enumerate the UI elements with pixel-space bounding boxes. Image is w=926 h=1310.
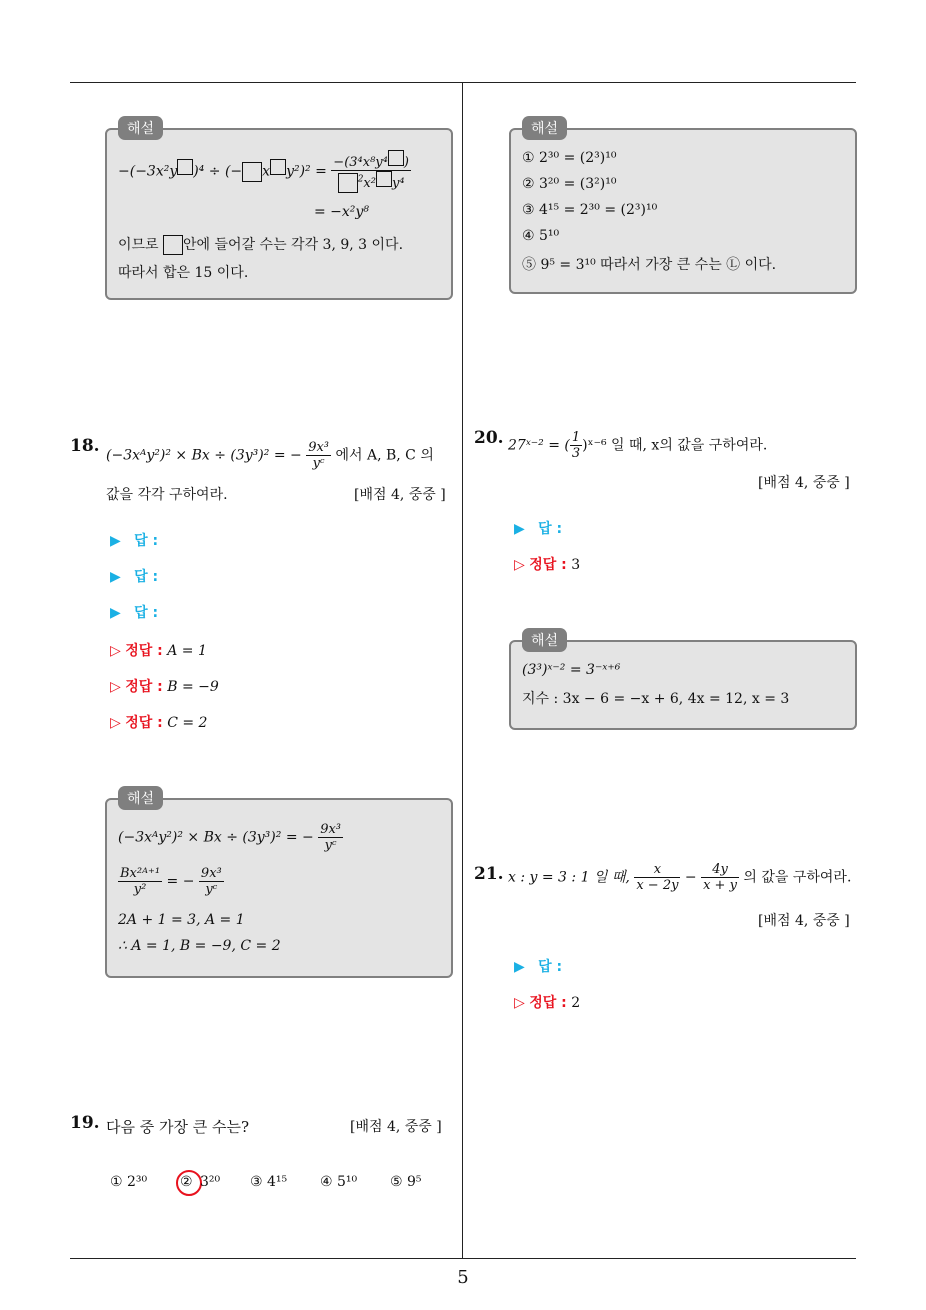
q19-points: [배점 4, 중중 ] xyxy=(350,1119,442,1135)
q19-choice-5[interactable]: ⑤ 9⁵ xyxy=(390,1174,422,1190)
q20-stem: 27ˣ⁻² = ( $\frac{1}{3}$ )ˣ⁻⁶ 일 때, x의 값을 구하여라. xyxy=(508,430,768,461)
q21-points: [배점 4, 중중 ] xyxy=(758,913,850,929)
q20-number: 20. xyxy=(474,428,504,448)
q17-expl-line1: −(−3x²y )⁴ ÷ (− x y²)² = $\frac{\text{−(3⁴x⁸y⁴ )}}{^2x^2 y^4}$ xyxy=(118,150,411,193)
q21-answer[interactable]: ▶ 답 : xyxy=(514,959,563,975)
q20-points: [배점 4, 중중 ] xyxy=(758,475,850,491)
q18-expl-line2: $\frac{\text{Bx²ᴬ⁺¹}}{\text{y²}}$ = − $\frac{\text{9x³}}{\text{yᶜ}}$ xyxy=(120,866,222,897)
q20-expl-line1: (3³)ˣ⁻² = 3⁻ˣ⁺⁶ xyxy=(522,662,621,678)
q18-stem: (−3xᴬy²)² × Bx ÷ (3y³)² = − $\frac{\text{9x³}}{\text{yᶜ}}$ 에서 A, B, C 의 xyxy=(106,440,434,471)
q17-expl-line3: 이므로 안에 들어갈 수는 각각 3, 9, 3 이다. xyxy=(118,237,404,253)
q19-choice-3[interactable]: ③ 4¹⁵ xyxy=(250,1174,288,1190)
bottom-rule xyxy=(70,1258,856,1259)
q19-choice-2-marker[interactable]: ② xyxy=(180,1174,193,1190)
q18-explanation-tag: 해설 xyxy=(118,786,163,810)
q20-explanation-tag: 해설 xyxy=(522,628,567,652)
q19-expl-line2: ② 3²⁰ = (3²)¹⁰ xyxy=(522,176,617,192)
q19-explanation-tag: 해설 xyxy=(522,116,567,140)
q18-correct-3: ▷ 정답 : C = 2 xyxy=(110,715,208,731)
q20-correct: ▷ 정답 : 3 xyxy=(514,557,581,573)
q18-stem-line2: 값을 각각 구하여라. xyxy=(106,487,228,503)
q19-choice-4[interactable]: ④ 5¹⁰ xyxy=(320,1174,358,1190)
q20-answer[interactable]: ▶ 답 : xyxy=(514,521,563,537)
q17-explanation-tag: 해설 xyxy=(118,116,163,140)
q19-number: 19. xyxy=(70,1113,100,1133)
q17-expl-line2: = −x²y⁸ xyxy=(314,204,369,220)
q19-expl-line4: ④ 5¹⁰ xyxy=(522,228,560,244)
q21-number: 21. xyxy=(474,864,504,884)
q20-expl-line2: 지수 : 3x − 6 = −x + 6, 4x = 12, x = 3 xyxy=(522,691,790,707)
q17-expl-line4: 따라서 합은 15 이다. xyxy=(118,265,249,281)
q18-points: [배점 4, 중중 ] xyxy=(354,487,446,503)
page-number: 5 xyxy=(457,1267,469,1288)
q18-answer-1[interactable]: ▶ 답 : xyxy=(110,533,159,549)
q18-expl-line1: (−3xᴬy²)² × Bx ÷ (3y³)² = − $\frac{\text{9x³}}{\text{yᶜ}}$ xyxy=(118,822,342,853)
q18-expl-line3: 2A + 1 = 3, A = 1 xyxy=(118,912,245,928)
q18-answer-3[interactable]: ▶ 답 : xyxy=(110,605,159,621)
q20-explanation-box xyxy=(509,640,857,730)
q19-expl-line1: ① 2³⁰ = (2³)¹⁰ xyxy=(522,150,617,166)
q18-expl-line4: ∴ A = 1, B = −9, C = 2 xyxy=(118,938,281,954)
q19-expl-line3: ③ 4¹⁵ = 2³⁰ = (2³)¹⁰ xyxy=(522,202,658,218)
column-divider xyxy=(462,83,463,1258)
q18-number: 18. xyxy=(70,436,100,456)
top-rule xyxy=(70,82,856,83)
q18-correct-1: ▷ 정답 : A = 1 xyxy=(110,643,207,659)
q19-choice-1[interactable]: ① 2³⁰ xyxy=(110,1174,148,1190)
q21-correct: ▷ 정답 : 2 xyxy=(514,995,581,1011)
q19-choice-2-value[interactable]: 3²⁰ xyxy=(200,1174,221,1190)
q18-answer-2[interactable]: ▶ 답 : xyxy=(110,569,159,585)
q21-stem: x : y = 3 : 1 일 때, $\frac{x}{x - 2y}$ − $\frac{4y}{x + y}$ 의 값을 구하여라. xyxy=(508,862,852,893)
q19-expl-line5: ⑤ 9⁵ = 3¹⁰ 따라서 가장 큰 수는 Ⓛ 이다. xyxy=(522,257,777,273)
q18-correct-2: ▷ 정답 : B = −9 xyxy=(110,679,219,695)
q19-stem: 다음 중 가장 큰 수는? xyxy=(106,1118,250,1136)
